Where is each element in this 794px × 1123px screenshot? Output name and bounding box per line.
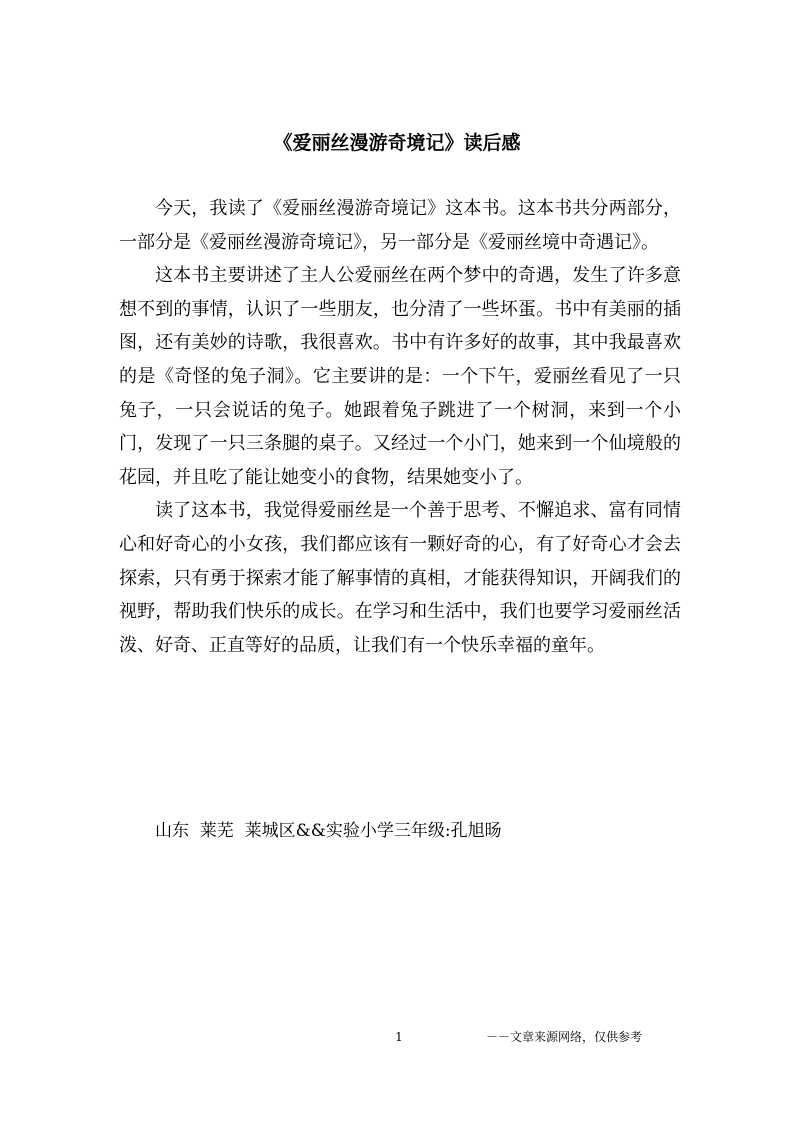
paragraph-intro: 今天，我读了《爱丽丝漫游奇境记》这本书。这本书共分两部分，一部分是《爱丽丝漫游奇境记》，另一部分是《爱丽丝境中奇遇记》。 [119,198,681,253]
page-number: 1 [395,1030,403,1044]
document-title: 《爱丽丝漫游奇境记》读后感 [273,132,521,154]
paragraph-reflection: 读了这本书，我觉得爱丽丝是一个善于思考、不懈追求、富有同情心和好奇心的小女孩，我们都应该有一颗好奇的心，有了好奇心才会去探索，只有勇于探索才能了解事情的真相，才能获得知识，开阔我们的视野，帮助我们快乐的成长。在学习和生活中，我们也要学习爱丽丝活泼、好奇、正直等好的品质，让我们有一个快乐幸福的童年。 [119,500,681,656]
paragraph-summary: 这本书主要讲述了主人公爱丽丝在两个梦中的奇遇，发生了许多意想不到的事情，认识了一些朋友，也分清了一些坏蛋。书中有美丽的插图，还有美妙的诗歌，我很喜欢。书中有许多好的故事，其中我最喜欢的是《奇怪的兔子洞》。它主要讲的是：一个下午，爱丽丝看见了一只兔子，一只会说话的兔子。她跟着兔子跳进了一个树洞，来到一个小门，发现了一只三条腿的桌子。又经过一个小门，她来到一个仙境般的花园，并且吃了能让她变小的食物，结果她变小了。 [119,265,681,488]
source-note: －－文章来源网络，仅供参考 [486,1030,643,1044]
document-body [119,192,681,662]
author-signature: 山东 莱芜 莱城区&&实验小学三年级:孔旭旸 [155,821,502,841]
